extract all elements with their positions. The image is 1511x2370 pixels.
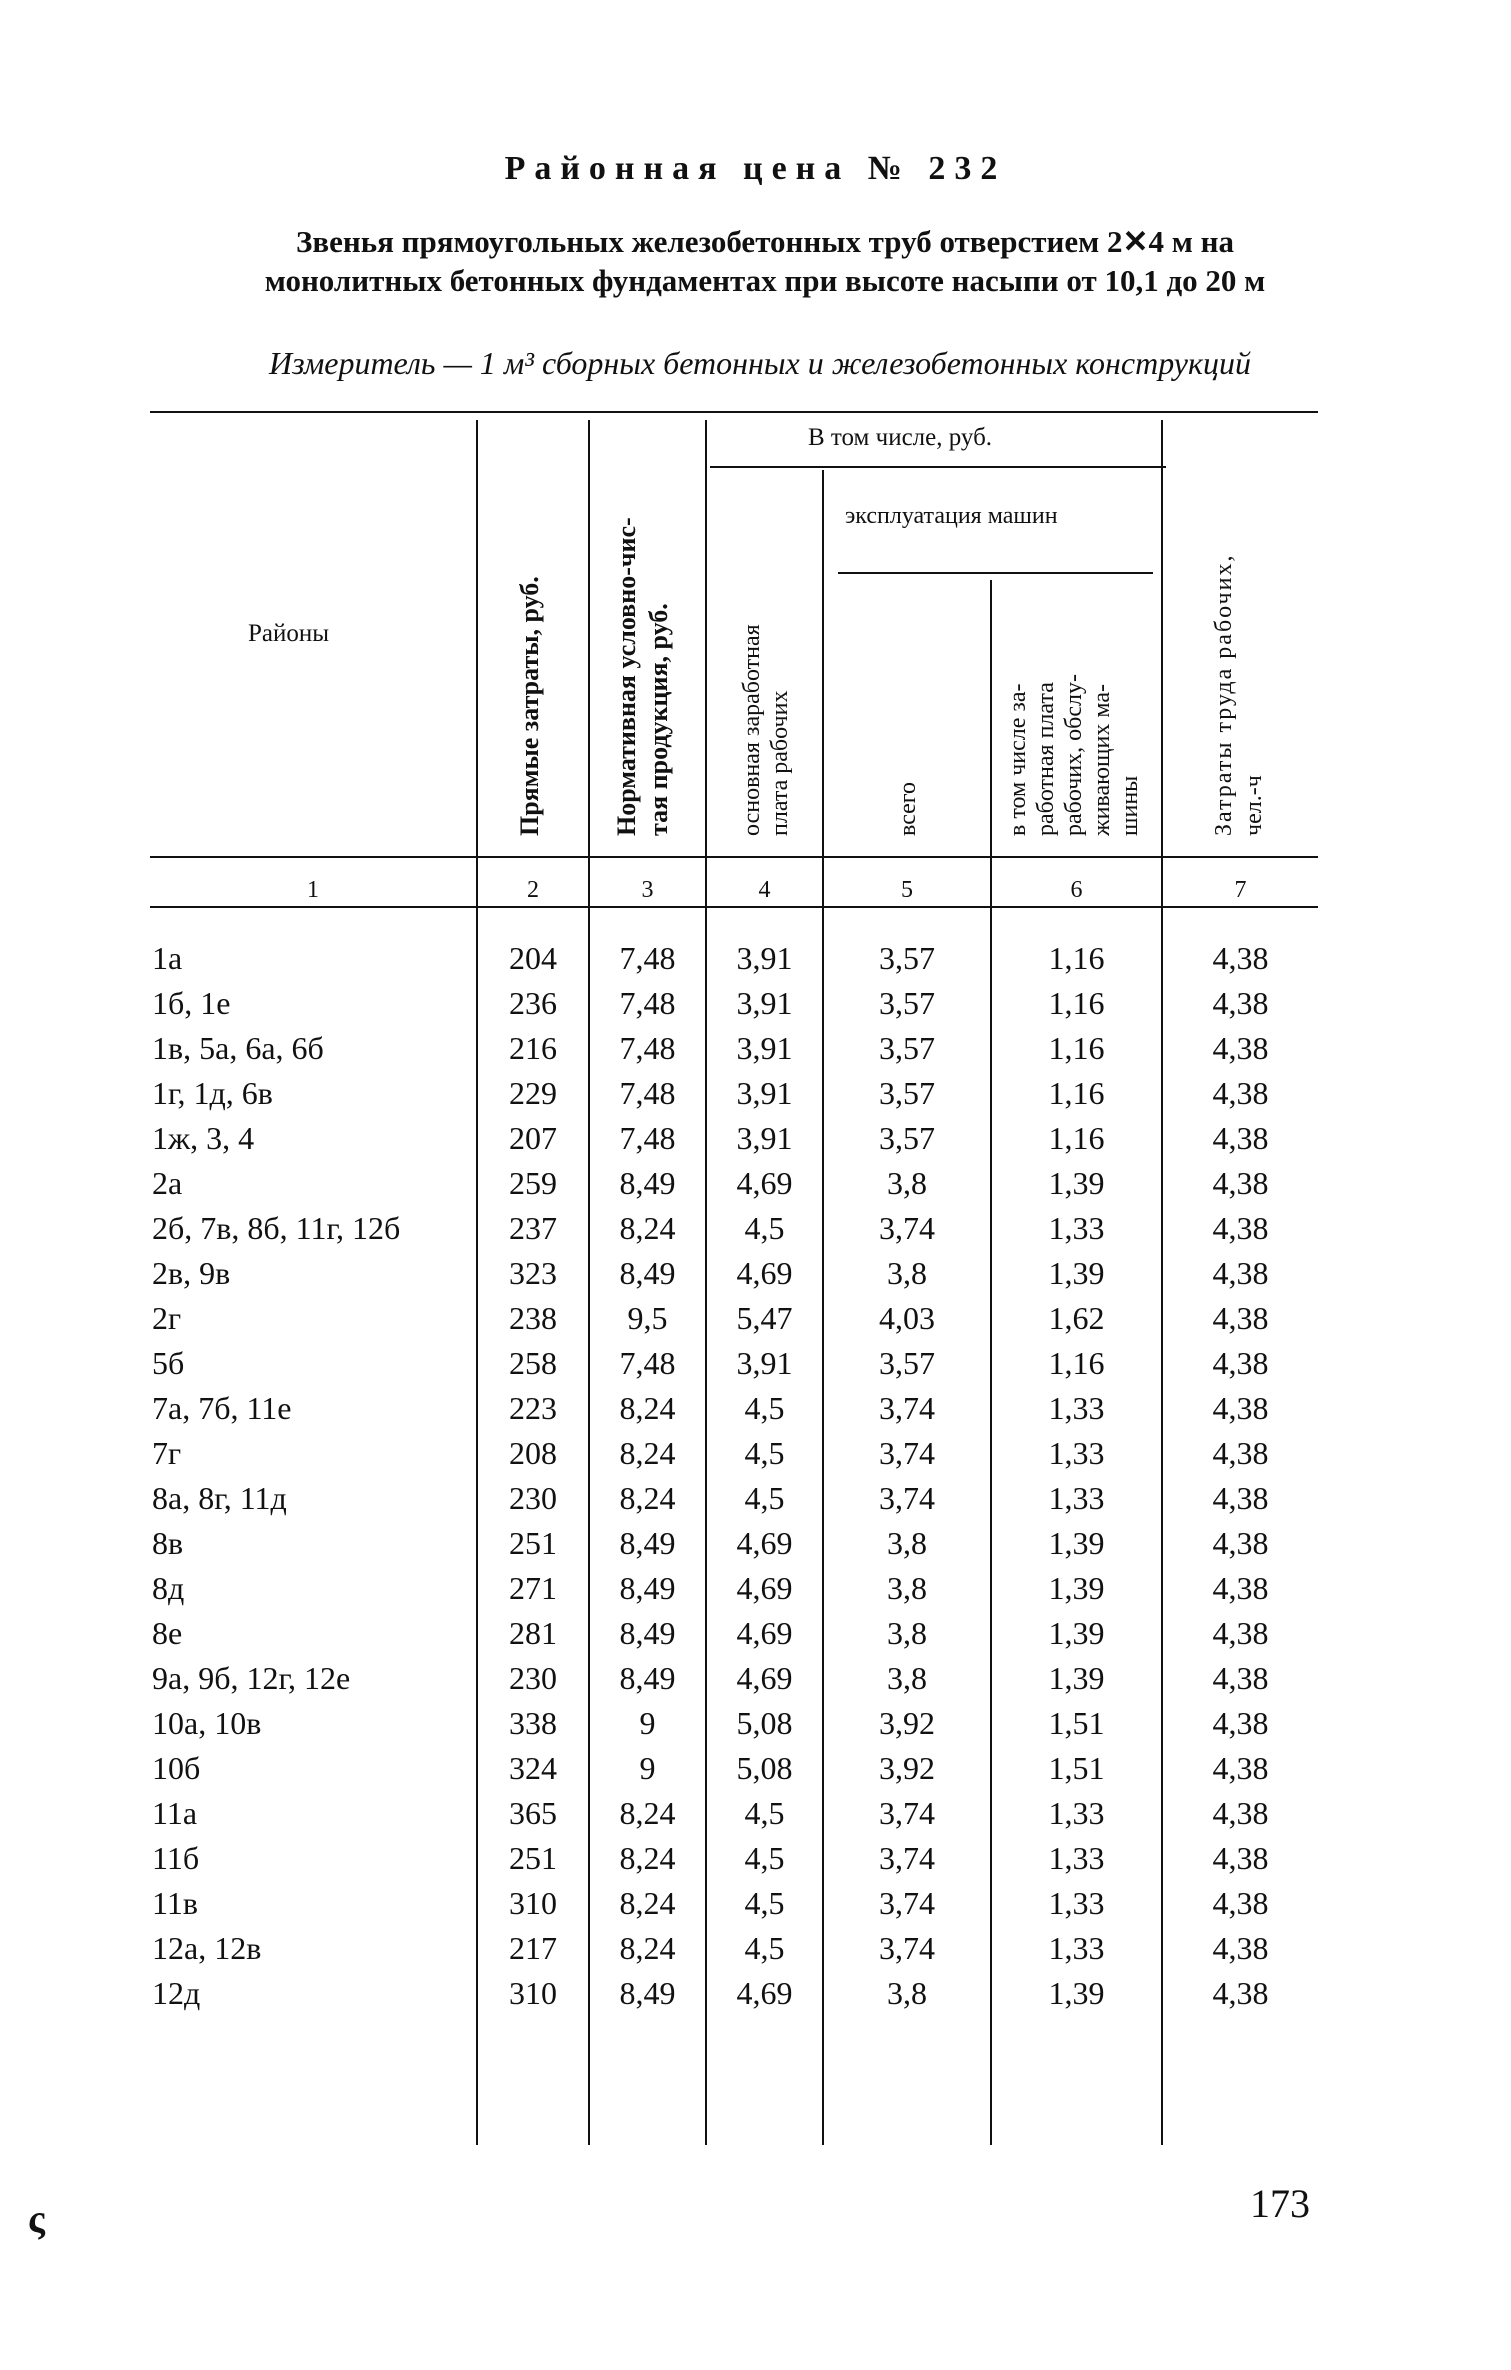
normative-cell: 8,24 (619, 1840, 676, 1876)
machines-total-cell: 3,8 (887, 1615, 927, 1651)
machines-total-cell: 3,8 (887, 1255, 927, 1291)
table-row (0, 1705, 1511, 1750)
region-cell: 1а (152, 940, 183, 976)
wages-cell: 3,91 (736, 940, 793, 976)
wages-cell: 4,5 (744, 1435, 785, 1471)
direct-costs-cell: 217 (509, 1930, 557, 1966)
table-row (0, 1660, 1511, 1705)
machines-total-cell: 3,92 (879, 1705, 935, 1741)
normative-cell: 8,24 (619, 1930, 676, 1966)
region-cell: 2б, 7в, 8б, 11г, 12б (152, 1210, 401, 1246)
wages-cell: 4,69 (736, 1570, 793, 1606)
direct-costs-cell: 324 (509, 1750, 557, 1786)
table-row (0, 1210, 1511, 1255)
machine-wages-cell: 1,33 (1048, 1210, 1105, 1246)
table-row (0, 1525, 1511, 1570)
labor-cell: 4,38 (1212, 1930, 1269, 1966)
normative-cell: 8,24 (619, 1435, 676, 1471)
region-cell: 11а (152, 1795, 198, 1831)
direct-costs-cell: 338 (509, 1705, 557, 1741)
wages-cell: 4,69 (736, 1615, 793, 1651)
labor-cell: 4,38 (1212, 1750, 1269, 1786)
column-number: 3 (641, 877, 654, 903)
document-subtitle: Звенья прямоугольных железобетонных труб отверстием 2✕4 м на монолитных бетонных фундаментах при высоте насыпи от 10,1 до 20 м (264, 224, 1266, 298)
region-cell: 8в (152, 1525, 184, 1561)
header-machines: эксплуатация машин (845, 503, 1058, 529)
wages-cell: 3,91 (736, 1075, 793, 1111)
machine-wages-cell: 1,16 (1048, 940, 1105, 976)
header-normative-line2: тая продукция, руб. (644, 603, 673, 836)
header-including: В том числе, руб. (808, 424, 993, 451)
table-row (0, 1255, 1511, 1300)
machine-wages-cell: 1,33 (1048, 1840, 1105, 1876)
table-row (0, 1750, 1511, 1795)
page-number: 173 (1250, 2181, 1310, 2226)
machine-wages-cell: 1,16 (1048, 1030, 1105, 1066)
region-cell: 1в, 5а, 6а, 6б (152, 1030, 324, 1066)
region-cell: 8е (152, 1615, 183, 1651)
normative-cell: 7,48 (619, 985, 676, 1021)
machine-wages-cell: 1,39 (1048, 1615, 1105, 1651)
table-row (0, 1300, 1511, 1345)
machines-total-cell: 3,57 (879, 940, 935, 976)
wages-cell: 4,5 (744, 1885, 785, 1921)
direct-costs-cell: 216 (509, 1030, 557, 1066)
labor-cell: 4,38 (1212, 1435, 1269, 1471)
machines-total-cell: 4,03 (879, 1300, 935, 1336)
labor-cell: 4,38 (1212, 1570, 1269, 1606)
table-row (0, 1570, 1511, 1615)
machines-total-cell: 3,74 (879, 1480, 935, 1516)
wages-cell: 4,69 (736, 1525, 793, 1561)
region-cell: 5б (152, 1345, 185, 1381)
table-row (0, 1975, 1511, 2020)
normative-cell: 7,48 (619, 1075, 676, 1111)
normative-cell: 9 (639, 1750, 656, 1786)
wages-cell: 4,5 (744, 1210, 785, 1246)
machine-wages-cell: 1,16 (1048, 1345, 1105, 1381)
labor-cell: 4,38 (1212, 1885, 1269, 1921)
labor-cell: 4,38 (1212, 1075, 1269, 1111)
machines-total-cell: 3,74 (879, 1435, 935, 1471)
direct-costs-cell: 310 (509, 1975, 557, 2011)
direct-costs-cell: 223 (509, 1390, 557, 1426)
machines-total-cell: 3,57 (879, 1120, 935, 1156)
machines-total-cell: 3,8 (887, 1525, 927, 1561)
header-machine-wages-line1: в том числе за- (1005, 683, 1031, 836)
direct-costs-cell: 207 (509, 1120, 557, 1156)
machine-wages-cell: 1,33 (1048, 1795, 1105, 1831)
column-number: 5 (901, 877, 913, 903)
header-wages-line2: плата рабочих (767, 690, 793, 836)
labor-cell: 4,38 (1212, 1795, 1269, 1831)
machine-wages-cell: 1,16 (1048, 985, 1105, 1021)
labor-cell: 4,38 (1212, 1300, 1269, 1336)
region-cell: 7г (152, 1435, 182, 1471)
direct-costs-cell: 323 (509, 1255, 557, 1291)
wages-cell: 3,91 (736, 985, 793, 1021)
wages-cell: 4,69 (736, 1660, 793, 1696)
machines-total-cell: 3,57 (879, 1345, 935, 1381)
region-cell: 1г, 1д, 6в (152, 1075, 273, 1111)
direct-costs-cell: 229 (509, 1075, 557, 1111)
labor-cell: 4,38 (1212, 1480, 1269, 1516)
wages-cell: 3,91 (736, 1120, 793, 1156)
normative-cell: 8,49 (619, 1975, 676, 2011)
normative-cell: 9 (639, 1705, 656, 1741)
labor-cell: 4,38 (1212, 1165, 1269, 1201)
region-cell: 1б, 1е (152, 985, 231, 1021)
labor-cell: 4,38 (1212, 940, 1269, 976)
wages-cell: 4,69 (736, 1255, 793, 1291)
table-row (0, 1615, 1511, 1660)
labor-cell: 4,38 (1212, 1120, 1269, 1156)
normative-cell: 8,49 (619, 1660, 676, 1696)
header-labor-line2: чел.-ч (1241, 775, 1267, 836)
machines-total-cell: 3,74 (879, 1885, 935, 1921)
normative-cell: 8,24 (619, 1390, 676, 1426)
region-cell: 11б (152, 1840, 200, 1876)
table-row (0, 1165, 1511, 1210)
machines-total-cell: 3,74 (879, 1210, 935, 1246)
machines-total-cell: 3,57 (879, 985, 935, 1021)
wages-cell: 4,69 (736, 1975, 793, 2011)
machines-total-cell: 3,57 (879, 1075, 935, 1111)
region-cell: 8д (152, 1570, 185, 1606)
machine-wages-cell: 1,39 (1048, 1570, 1105, 1606)
wages-cell: 4,5 (744, 1390, 785, 1426)
header-wages-line1: основная заработная (739, 624, 765, 836)
machine-wages-cell: 1,51 (1048, 1705, 1105, 1741)
header-machine-wages-line5: шины (1117, 775, 1143, 836)
table-row (0, 1885, 1511, 1930)
normative-cell: 7,48 (619, 1030, 676, 1066)
column-number: 4 (758, 877, 771, 903)
table-row (0, 1390, 1511, 1435)
column-number: 2 (527, 877, 539, 903)
machine-wages-cell: 1,33 (1048, 1885, 1105, 1921)
wages-cell: 5,08 (736, 1750, 793, 1786)
normative-cell: 7,48 (619, 940, 676, 976)
header-machine-wages-line4: живающих ма- (1089, 683, 1115, 836)
wages-cell: 5,47 (736, 1300, 793, 1336)
region-cell: 2в, 9в (152, 1255, 231, 1291)
page-title: Районная цена № 232 (504, 150, 1007, 187)
table-row (0, 1120, 1511, 1165)
labor-cell: 4,38 (1212, 1975, 1269, 2011)
machines-total-cell: 3,74 (879, 1930, 935, 1966)
labor-cell: 4,38 (1212, 1840, 1269, 1876)
wages-cell: 4,5 (744, 1930, 785, 1966)
header-normative-line1: Нормативная условно-чис- (612, 517, 641, 836)
machine-wages-cell: 1,51 (1048, 1750, 1105, 1786)
header-direct-costs: Прямые затраты, руб. (515, 576, 544, 836)
region-cell: 1ж, 3, 4 (152, 1120, 255, 1156)
labor-cell: 4,38 (1212, 1390, 1269, 1426)
labor-cell: 4,38 (1212, 985, 1269, 1021)
labor-cell: 4,38 (1212, 1345, 1269, 1381)
normative-cell: 7,48 (619, 1345, 676, 1381)
direct-costs-cell: 251 (509, 1840, 557, 1876)
machine-wages-cell: 1,33 (1048, 1930, 1105, 1966)
machines-total-cell: 3,8 (887, 1975, 927, 2011)
normative-cell: 8,24 (619, 1210, 676, 1246)
region-cell: 7а, 7б, 11е (152, 1390, 292, 1426)
region-cell: 12д (152, 1975, 201, 2011)
wages-cell: 3,91 (736, 1030, 793, 1066)
region-cell: 8а, 8г, 11д (152, 1480, 287, 1516)
header-regions: Районы (248, 620, 330, 647)
region-cell: 9а, 9б, 12г, 12е (152, 1660, 351, 1696)
machine-wages-cell: 1,39 (1048, 1255, 1105, 1291)
direct-costs-cell: 208 (509, 1435, 557, 1471)
direct-costs-cell: 258 (509, 1345, 557, 1381)
direct-costs-cell: 365 (509, 1795, 557, 1831)
header-machine-wages-line2: работная плата (1033, 682, 1059, 836)
table-row (0, 1795, 1511, 1840)
machine-wages-cell: 1,33 (1048, 1480, 1105, 1516)
wages-cell: 5,08 (736, 1705, 793, 1741)
direct-costs-cell: 259 (509, 1165, 557, 1201)
normative-cell: 8,24 (619, 1480, 676, 1516)
header-total: всего (895, 781, 921, 836)
wages-cell: 3,91 (736, 1345, 793, 1381)
machine-wages-cell: 1,62 (1048, 1300, 1105, 1336)
table-row (0, 1075, 1511, 1120)
direct-costs-cell: 251 (509, 1525, 557, 1561)
direct-costs-cell: 230 (509, 1660, 557, 1696)
direct-costs-cell: 310 (509, 1885, 557, 1921)
machines-total-cell: 3,8 (887, 1660, 927, 1696)
header-machine-wages-line3: рабочих, обслу- (1061, 674, 1087, 836)
normative-cell: 8,49 (619, 1165, 676, 1201)
wages-cell: 4,5 (744, 1795, 785, 1831)
wages-cell: 4,5 (744, 1480, 785, 1516)
region-cell: 2а (152, 1165, 183, 1201)
direct-costs-cell: 237 (509, 1210, 557, 1246)
column-number: 6 (1070, 877, 1083, 903)
table-row (0, 1480, 1511, 1525)
normative-cell: 8,49 (619, 1615, 676, 1651)
labor-cell: 4,38 (1212, 1705, 1269, 1741)
table-row (0, 985, 1511, 1030)
labor-cell: 4,38 (1212, 1030, 1269, 1066)
column-number: 7 (1234, 877, 1247, 903)
labor-cell: 4,38 (1212, 1660, 1269, 1696)
normative-cell: 8,49 (619, 1255, 676, 1291)
machines-total-cell: 3,8 (887, 1570, 927, 1606)
machine-wages-cell: 1,39 (1048, 1660, 1105, 1696)
machines-total-cell: 3,92 (879, 1750, 935, 1786)
table-row (0, 940, 1511, 985)
machine-wages-cell: 1,39 (1048, 1975, 1105, 2011)
table-row (0, 1930, 1511, 1975)
direct-costs-cell: 236 (509, 985, 557, 1021)
table-row (0, 1030, 1511, 1075)
machine-wages-cell: 1,16 (1048, 1075, 1105, 1111)
table-row (0, 1345, 1511, 1390)
direct-costs-cell: 281 (509, 1615, 557, 1651)
header-labor-line1: Затраты труда рабочих, (1211, 553, 1237, 836)
normative-cell: 8,24 (619, 1795, 676, 1831)
wages-cell: 4,69 (736, 1165, 793, 1201)
machines-total-cell: 3,74 (879, 1795, 935, 1831)
wages-cell: 4,5 (744, 1840, 785, 1876)
machines-total-cell: 3,74 (879, 1390, 935, 1426)
measure-unit: Измеритель — 1 м³ сборных бетонных и железобетонных конструкций (269, 345, 1251, 381)
column-number: 1 (307, 877, 319, 903)
machines-total-cell: 3,57 (879, 1030, 935, 1066)
normative-cell: 8,49 (619, 1570, 676, 1606)
machine-wages-cell: 1,39 (1048, 1165, 1105, 1201)
region-cell: 2г (152, 1300, 182, 1336)
labor-cell: 4,38 (1212, 1525, 1269, 1561)
normative-cell: 9,5 (627, 1300, 668, 1336)
normative-cell: 7,48 (619, 1120, 676, 1156)
region-cell: 10б (152, 1750, 201, 1786)
labor-cell: 4,38 (1212, 1615, 1269, 1651)
machine-wages-cell: 1,33 (1048, 1390, 1105, 1426)
region-cell: 10а, 10в (152, 1705, 262, 1741)
table-row (0, 1840, 1511, 1885)
direct-costs-cell: 204 (509, 940, 557, 976)
labor-cell: 4,38 (1212, 1255, 1269, 1291)
margin-mark: ς (28, 2196, 45, 2241)
machine-wages-cell: 1,33 (1048, 1435, 1105, 1471)
normative-cell: 8,49 (619, 1525, 676, 1561)
labor-cell: 4,38 (1212, 1210, 1269, 1246)
region-cell: 11в (152, 1885, 198, 1921)
direct-costs-cell: 238 (509, 1300, 557, 1336)
table-row (0, 1435, 1511, 1480)
region-cell: 12а, 12в (152, 1930, 262, 1966)
machine-wages-cell: 1,39 (1048, 1525, 1105, 1561)
machines-total-cell: 3,8 (887, 1165, 927, 1201)
machine-wages-cell: 1,16 (1048, 1120, 1105, 1156)
direct-costs-cell: 230 (509, 1480, 557, 1516)
machines-total-cell: 3,74 (879, 1840, 935, 1876)
normative-cell: 8,24 (619, 1885, 676, 1921)
direct-costs-cell: 271 (509, 1570, 557, 1606)
